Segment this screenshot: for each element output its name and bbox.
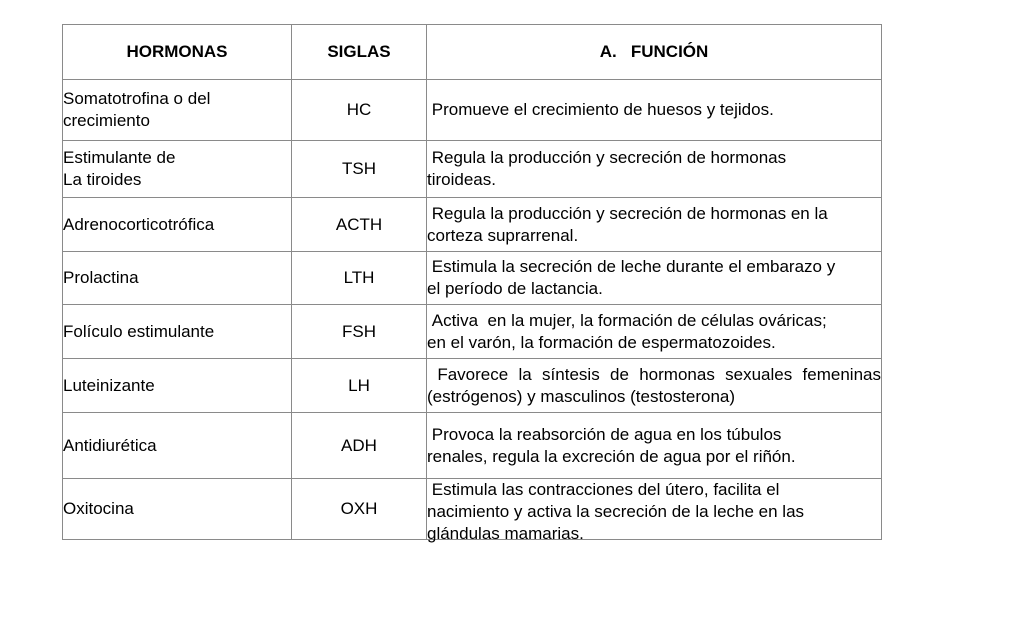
hormone-name xyxy=(63,359,292,413)
hormone-acronym: LTH xyxy=(292,252,427,305)
hormone-function xyxy=(427,413,882,479)
hormone-name xyxy=(63,305,292,359)
hormone-function-text: Regula la producción y secreción de hormonas en la corteza suprarrenal. xyxy=(427,203,828,245)
hormone-function xyxy=(427,141,882,198)
table-row xyxy=(63,305,882,359)
hormone-name-text: Antidiurética xyxy=(63,435,157,455)
hormone-function-text: Regula la producción y secreción de hormonas tiroideas. xyxy=(427,148,787,189)
hormone-function-text: Favorece la síntesis de hormonas sexuales femeninas (estrógenos) y masculinos (testosterona) xyxy=(427,364,886,406)
hormone-acronym: FSH xyxy=(292,305,427,359)
hormone-function xyxy=(427,359,886,413)
hormone-function-text: Promueve el crecimiento de huesos y tejidos. xyxy=(427,100,774,119)
hormone-name-text: Prolactina xyxy=(63,268,139,287)
hormone-function xyxy=(427,252,882,305)
table-row xyxy=(63,252,882,305)
table-row xyxy=(63,413,882,479)
hormone-function-text: Estimula la secreción de leche durante el embarazo y el período de lactancia. xyxy=(427,257,836,298)
header-funcion xyxy=(427,25,882,80)
table-row xyxy=(63,80,882,141)
table-row xyxy=(63,141,882,198)
hormone-name-text: Folículo estimulante xyxy=(63,321,215,341)
hormone-acronym: LH xyxy=(292,359,427,413)
header-row xyxy=(63,25,882,80)
hormone-function xyxy=(427,479,882,543)
hormone-name-text: Estimulante de La tiroides xyxy=(63,148,176,189)
hormone-name-text: Oxitocina xyxy=(63,499,134,518)
table-row xyxy=(63,198,882,252)
hormone-function xyxy=(427,80,882,141)
header-funcion-label: A. FUNCIÓN xyxy=(599,42,709,61)
hormone-function-text: Provoca la reabsorción de agua en los túbulos renales, regula la excreción de agua por el riñón. xyxy=(427,424,796,466)
hormone-name xyxy=(63,198,292,252)
hormone-name xyxy=(63,80,292,141)
hormone-function xyxy=(427,198,882,252)
hormone-function-text: Activa en la mujer, la formación de células ováricas; en el varón, la formación de espermatozoides. xyxy=(427,310,827,352)
hormones-table xyxy=(62,24,886,543)
hormone-acronym: OXH xyxy=(292,479,427,540)
hormone-acronym: TSH xyxy=(292,141,427,198)
hormone-name-text: Luteinizante xyxy=(63,375,155,395)
hormone-function xyxy=(427,305,882,359)
hormone-name-text: Somatotrofina o del crecimiento xyxy=(63,89,211,130)
hormone-acronym: HC xyxy=(292,80,427,141)
header-siglas: SIGLAS xyxy=(292,25,427,80)
hormone-name xyxy=(63,479,292,540)
hormone-name-text: Adrenocorticotrófica xyxy=(63,214,215,234)
hormone-acronym: ADH xyxy=(292,413,427,479)
hormone-function-text: Estimula las contracciones del útero, facilita el nacimiento y activa la secreción de la leche en las glándulas mamarias. xyxy=(427,480,805,543)
hormone-acronym: ACTH xyxy=(292,198,427,252)
hormone-name xyxy=(63,141,292,198)
hormone-name xyxy=(63,252,292,305)
header-hormonas: HORMONAS xyxy=(63,25,292,80)
table-row xyxy=(63,479,882,540)
table-row xyxy=(63,359,882,413)
hormone-name xyxy=(63,413,292,479)
